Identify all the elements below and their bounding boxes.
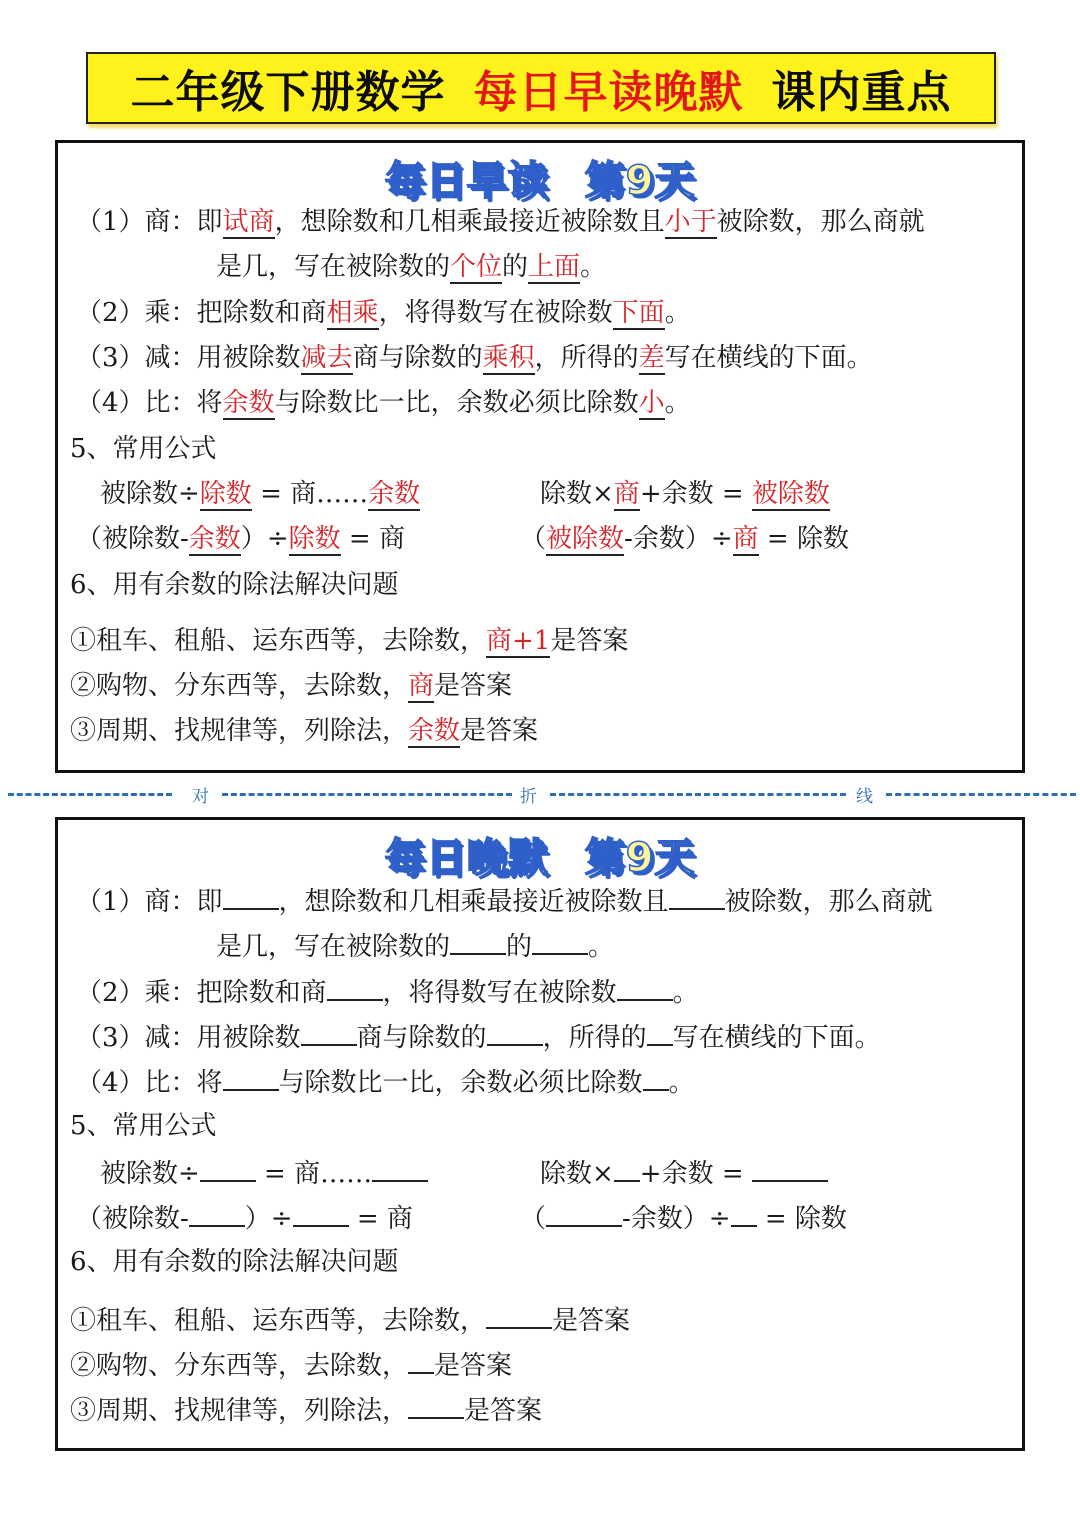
blank-field[interactable] [614, 1154, 640, 1182]
blank-field[interactable] [487, 1018, 543, 1046]
blank-field[interactable] [372, 1154, 428, 1182]
formula-2: 除数×商+余数 = 被除数 [540, 479, 830, 509]
blank-field[interactable] [408, 1391, 464, 1419]
page-banner [86, 52, 996, 124]
answer-text: 小于 [664, 207, 717, 237]
section-5-heading: 5、常用公式 [70, 434, 217, 464]
blank-field[interactable] [450, 927, 506, 955]
step-1-line-2: 是几，写在被除数的 的 。 [216, 927, 614, 964]
problem-1: ①租车、租船、运东西等，去除数，商+1是答案 [70, 626, 629, 656]
step-1-line-1: （1）商：即 ，想除数和几相乘最接近被除数且 被除数，那么商就 [76, 882, 933, 919]
blank-field[interactable] [731, 1199, 757, 1227]
blank-field[interactable] [643, 1063, 669, 1091]
blank-field[interactable] [301, 1018, 357, 1046]
problem-2: ②购物、分东西等，去除数， 是答案 [70, 1346, 512, 1383]
step-3: （3）减：用被除数 商与除数的 ，所得的 写在横线的下面。 [76, 1018, 881, 1055]
step-3: （3）减：用被除数减去商与除数的乘积，所得的差写在横线的下面。 [76, 343, 873, 373]
formula-3: （被除数-余数）÷除数 = 商 [76, 524, 405, 554]
morning-reading-card [55, 140, 1025, 773]
morning-title-text: 每日早读 [384, 158, 549, 204]
blank-field[interactable] [486, 1301, 552, 1329]
morning-day: 第9天 [584, 158, 696, 204]
problem-1: ①租车、租船、运东西等，去除数， 是答案 [70, 1301, 630, 1338]
blank-field[interactable] [617, 973, 673, 1001]
step-1-line-1: （1）商：即试商，想除数和几相乘最接近被除数且小于被除数，那么商就 [76, 207, 925, 237]
step-4: （4）比：将 与除数比一比，余数必须比除数 。 [76, 1063, 695, 1100]
blank-field[interactable] [223, 882, 279, 910]
evening-dictation-card [55, 817, 1025, 1451]
answer-text: 余数 [222, 388, 275, 418]
problem-2: ②购物、分东西等，去除数，商是答案 [70, 671, 513, 701]
step-2: （2）乘：把除数和商相乘，将得数写在被除数下面。 [76, 298, 691, 328]
problem-3: ③周期、找规律等，列除法，余数是答案 [70, 716, 539, 746]
blank-field[interactable] [752, 1154, 828, 1182]
blank-field[interactable] [327, 973, 383, 1001]
evening-title-text: 每日晚默 [384, 835, 549, 881]
answer-text: 个位 [450, 252, 503, 282]
blank-field[interactable] [532, 927, 588, 955]
banner-grade-subject: 二年级下册数学 [130, 67, 446, 118]
formula-1: 被除数÷除数 = 商……余数 [100, 479, 421, 509]
formula-4: （ -余数）÷ = 除数 [520, 1199, 847, 1236]
section-5-heading: 5、常用公式 [70, 1111, 217, 1141]
blank-field[interactable] [647, 1018, 673, 1046]
answer-text: 相乘 [326, 298, 379, 328]
blank-field[interactable] [293, 1199, 349, 1227]
answer-text: 上面 [528, 252, 581, 282]
step-4: （4）比：将余数与除数比一比，余数必须比除数小。 [76, 388, 691, 418]
evening-title [58, 826, 1022, 883]
blank-field[interactable] [669, 882, 725, 910]
step-1-line-2: 是几，写在被除数的个位的上面。 [216, 252, 607, 282]
formula-3: （被除数- ）÷ = 商 [76, 1199, 413, 1236]
morning-title [58, 149, 1022, 206]
answer-text: 小 [638, 388, 665, 418]
answer-text: 乘积 [482, 343, 535, 373]
formula-1: 被除数÷ = 商…… [100, 1154, 428, 1191]
blank-field[interactable] [408, 1346, 434, 1374]
formula-2: 除数× +余数 = [540, 1154, 828, 1191]
answer-text: 减去 [300, 343, 353, 373]
section-6-heading: 6、用有余数的除法解决问题 [70, 570, 399, 600]
blank-field[interactable] [189, 1199, 245, 1227]
formula-4: （被除数-余数）÷商 = 除数 [520, 524, 849, 554]
blank-field[interactable] [200, 1154, 256, 1182]
fold-label-2: 折 [520, 787, 537, 807]
section-6-heading: 6、用有余数的除法解决问题 [70, 1247, 399, 1277]
fold-label-3: 线 [856, 787, 873, 807]
answer-text: 差 [638, 343, 665, 373]
answer-text: 试商 [222, 207, 275, 237]
banner-key-points: 课内重点 [771, 67, 952, 118]
answer-text: 下面 [612, 298, 665, 328]
fold-line [0, 780, 1080, 808]
banner-daily-reading: 每日早读晚默 [473, 67, 744, 118]
fold-label-1: 对 [192, 787, 209, 807]
blank-field[interactable] [223, 1063, 279, 1091]
problem-3: ③周期、找规律等，列除法， 是答案 [70, 1391, 542, 1428]
evening-day: 第9天 [584, 835, 696, 881]
blank-field[interactable] [546, 1199, 622, 1227]
step-2: （2）乘：把除数和商 ，将得数写在被除数 。 [76, 973, 699, 1010]
